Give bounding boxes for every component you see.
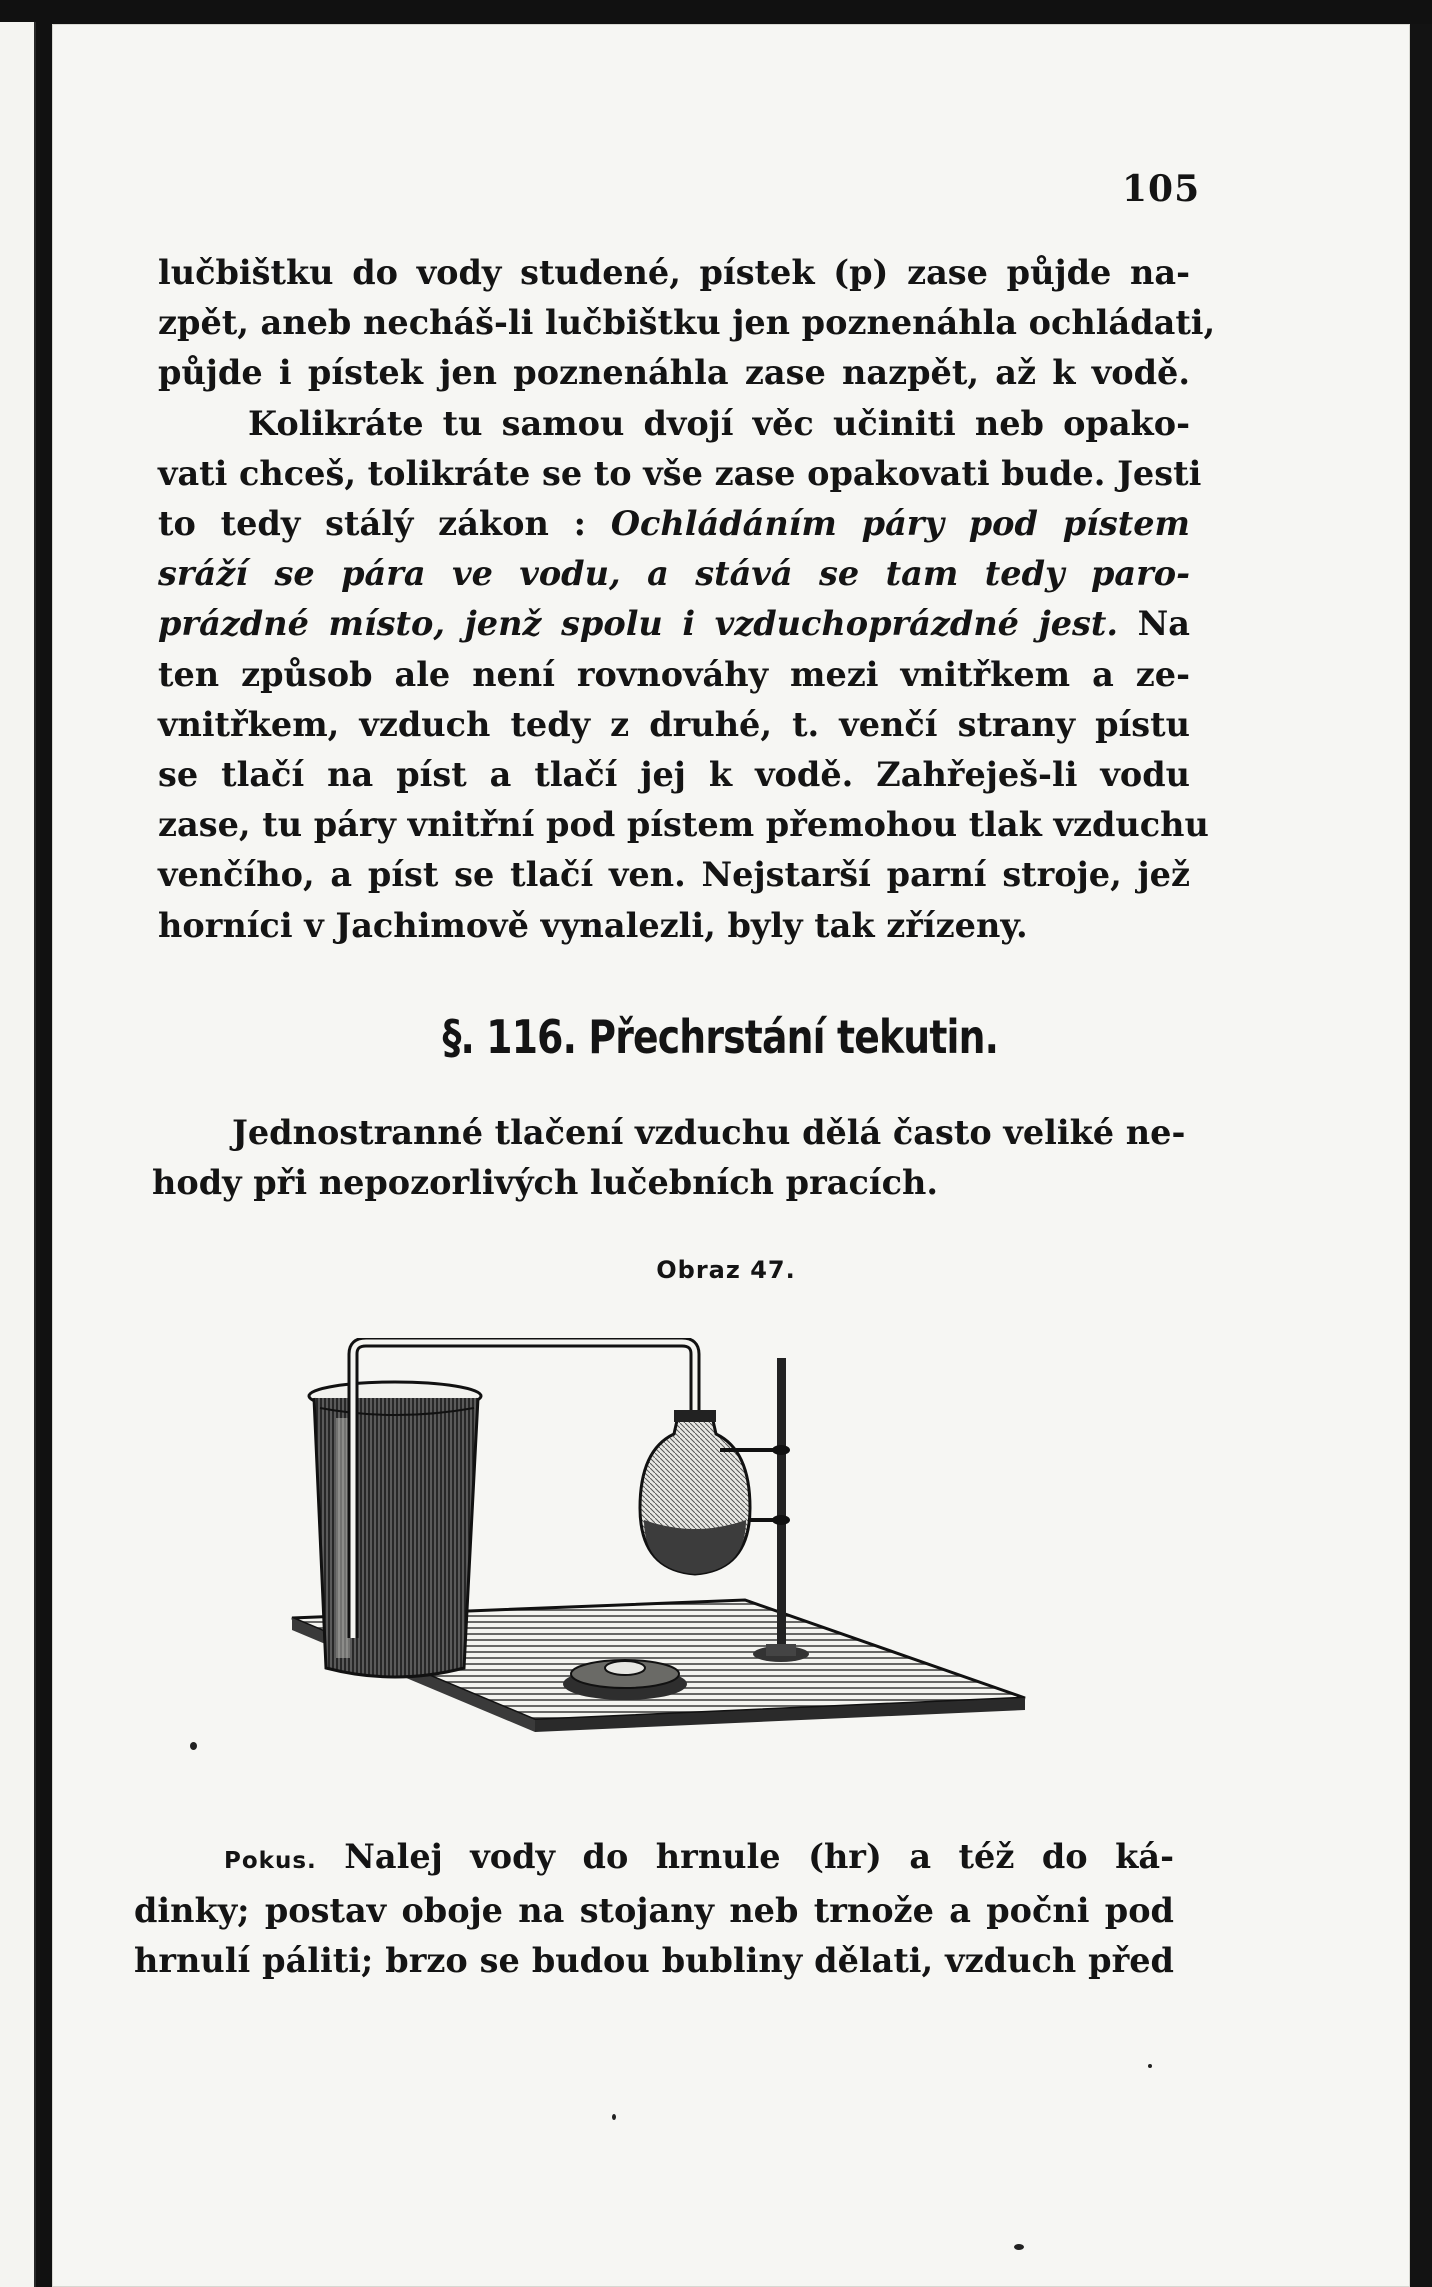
text-line (158, 599, 1190, 649)
figure-apparatus-illustration (280, 1338, 1040, 1768)
tall-beaker (309, 1382, 481, 1677)
text-run: to tedy stálý zákon : (158, 504, 611, 544)
text-line (158, 499, 1190, 549)
scan-speck (190, 1742, 197, 1750)
paragraph-3 (134, 1832, 1174, 1987)
page-number: 105 (1122, 168, 1201, 210)
text-line: hody při nepozorlivých lučebních pracích. (152, 1163, 939, 1203)
section-heading: §. 116. Přechrstání tekutin. (442, 1010, 999, 1064)
round-flask (640, 1410, 750, 1574)
text-line: dinky; postav oboje na stojany neb trnože a počni pod (134, 1891, 1174, 1931)
scan-speck (612, 2114, 616, 2120)
italic-law-text: prázdné místo, jenž spolu i vzduchoprázdné jest. (158, 604, 1119, 644)
text-line (134, 1832, 1174, 1886)
text-run: Nalej vody do hrnule (hr) a též do ká- (316, 1837, 1174, 1876)
apparatus-drawing (280, 1338, 1040, 1768)
previous-page-edge (0, 22, 36, 2287)
scan-speck (1148, 2064, 1152, 2068)
italic-law-text: Ochládáním páry pod pístem (610, 504, 1190, 544)
figure-caption: Obraz 47. (656, 1256, 796, 1284)
text-line: Kolikráte tu samou dvojí věc učiniti neb opako- (248, 403, 1190, 443)
text-line: zpět, aneb necháš-li lučbištku jen poznenáhla ochládati, (158, 303, 1216, 343)
paragraph-1 (158, 248, 1216, 951)
text-line: venčího, a píst se tlačí ven. Nejstarší parní stroje, jež (158, 855, 1190, 895)
experiment-label: Pokus. (224, 1848, 317, 1874)
text-run: Na (1118, 604, 1190, 644)
text-line: vnitřkem, vzduch tedy z druhé, t. venčí strany pístu (158, 704, 1190, 744)
text-line: vati chceš, tolikráte se to vše zase opakovati bude. Jesti (158, 453, 1202, 493)
paragraph-2 (152, 1108, 1186, 1208)
italic-law-text: sráží se pára ve vodu, a stává se tam tedy paro- (158, 554, 1190, 594)
text-line: hrnulí páliti; brzo se budou bubliny dělati, vzduch před (134, 1941, 1174, 1981)
text-line: ten způsob ale není rovnováhy mezi vnitřkem a ze- (158, 654, 1190, 694)
text-line: Jednostranné tlačení vzduchu dělá často veliké ne- (232, 1113, 1186, 1152)
text-line: půjde i pístek jen poznenáhla zase nazpět, až k vodě. (158, 353, 1190, 393)
text-line: horníci v Jachimově vynalezli, byly tak zřízeny. (158, 905, 1028, 945)
text-line: lučbištku do vody studené, pístek (p) zase půjde na- (158, 253, 1190, 292)
scan-speck (1014, 2244, 1024, 2250)
page-right-edge (1410, 24, 1432, 2287)
spirit-lamp (563, 1660, 687, 1700)
text-line: se tlačí na píst a tlačí jej k vodě. Zahřeješ-li vodu (158, 755, 1190, 795)
text-line: zase, tu páry vnitřní pod pístem přemohou tlak vzduchu (158, 805, 1209, 845)
